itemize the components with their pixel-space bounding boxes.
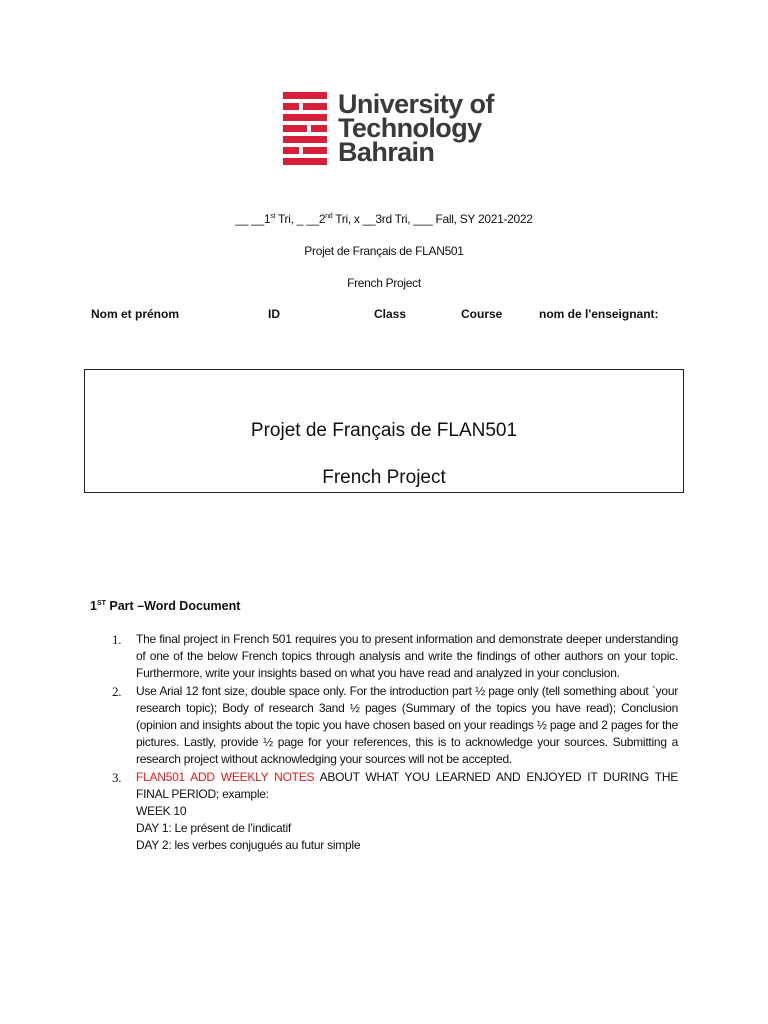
list-item-text: The final project in French 501 requires you to present information and demonstrate deeper understanding of one of the below French topics through analysis and write the findings of other authors on your topic. Furthermore, write your insights based on what you have read and analyzed in your conclusion. [136, 632, 678, 681]
field-class-label: Class [374, 307, 407, 321]
list-item-text: Use Arial 12 font size, double space only. For the introduction part ½ page only (tell something about `your research topic); Body of research 3and ½ pages (Summary of the topics you have read); Conclusion (opinion and insights about the topic you have chosen based on your readings ½ page and 2 pages for the pictures. Lastly, provide ½ page for your references, this is to acknowledge your sources. Submitting a research project without acknowledging your sources will not be accepted. [136, 683, 678, 767]
utb-logo-mark-icon [283, 92, 327, 166]
list-item-number: 3. [112, 769, 122, 785]
list-item [112, 683, 678, 769]
title-box-line-1: Projet de Français de FLAN501 [250, 420, 518, 441]
list-item-text [136, 769, 678, 855]
list-item-number: 2. [112, 683, 122, 699]
list-item-number: 1. [112, 632, 122, 647]
university-logo [283, 89, 523, 167]
weekly-notes-highlight: FLAN501 ADD WEEKLY NOTES [136, 769, 315, 784]
part-heading [90, 599, 240, 613]
part-title: Part –Word Document [105, 599, 241, 613]
field-teacher-label: nom de l'enseignant: [539, 307, 659, 321]
title-box [84, 369, 684, 493]
part-number: 1 [90, 599, 97, 613]
term-rest: Tri, x __3rd Tri, ___ Fall, SY 2021-2022 [332, 212, 533, 226]
logo-wordmark [338, 89, 494, 167]
term-second-sup: nd [325, 213, 333, 220]
logo-line-2: Technology [338, 113, 482, 143]
list-item [112, 769, 678, 855]
term-second: Tri, _ __2 [275, 212, 326, 226]
logo-line-3: Bahrain [338, 137, 435, 167]
field-course-label: Course [461, 307, 503, 321]
french-project-heading: French Project [347, 276, 421, 290]
projet-heading: Projet de Français de FLAN501 [304, 244, 464, 258]
field-id-label: ID [268, 307, 280, 321]
day-2-note: DAY 2: les verbes conjugués au futur simple [136, 838, 361, 853]
term-first-sup: st [270, 213, 276, 220]
field-name-label: Nom et prénom [91, 307, 180, 321]
term-line [0, 212, 768, 226]
logo-line-1: University of [338, 89, 494, 119]
part-number-sup: ST [96, 599, 106, 607]
student-fields-row [0, 307, 768, 323]
instructions-list [112, 631, 678, 855]
day-1-note: DAY 1: Le présent de l’indicatif [136, 821, 291, 836]
title-box-line-2: French Project [322, 467, 446, 488]
weekly-notes-text: ABOUT WHAT YOU LEARNED AND ENJOYED IT DURING THE FINAL PERIOD; example: [136, 769, 678, 801]
term-first: __ __1 [235, 212, 271, 226]
list-item [112, 631, 678, 683]
week-label: WEEK 10 [136, 804, 187, 819]
